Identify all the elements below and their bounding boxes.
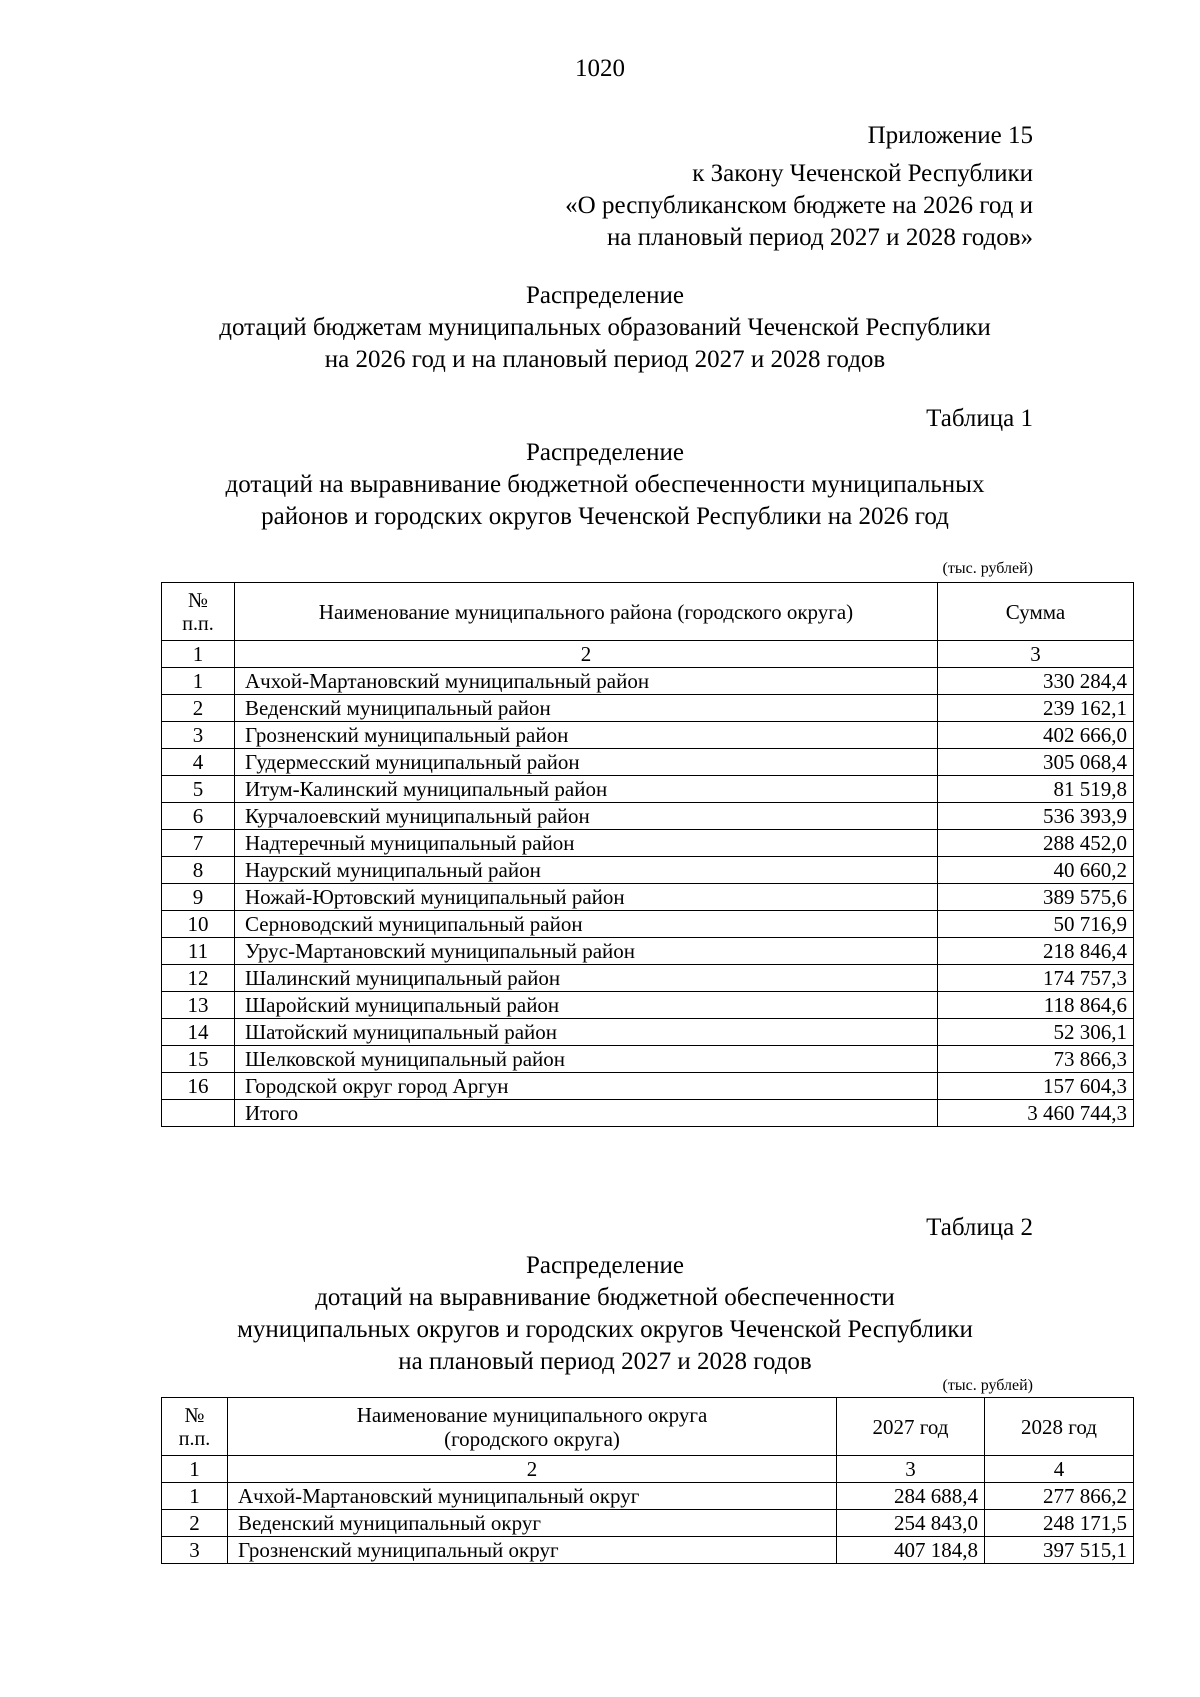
- row-number: 4: [162, 749, 235, 776]
- row-number: 13: [162, 992, 235, 1019]
- table-row: [162, 695, 1134, 722]
- row-number: 9: [162, 884, 235, 911]
- table2-header-name: [228, 1398, 837, 1456]
- row-name: Урус-Мартановский муниципальный район: [235, 938, 938, 965]
- table2-header-2027: 2027 год: [837, 1398, 985, 1456]
- row-number: 10: [162, 911, 235, 938]
- row-sum: 81 519,8: [938, 776, 1134, 803]
- table2-colnum: 4: [985, 1456, 1134, 1483]
- table-row: [162, 722, 1134, 749]
- table-row: [162, 1510, 1134, 1537]
- row-name: Курчалоевский муниципальный район: [235, 803, 938, 830]
- row-sum: 118 864,6: [938, 992, 1134, 1019]
- table2-label: Таблица 2: [926, 1214, 1033, 1241]
- table-row: [162, 938, 1134, 965]
- table1-colnum: 3: [938, 641, 1134, 668]
- table1-title-2: дотаций на выравнивание бюджетной обеспеченности муниципальных: [225, 471, 985, 498]
- table-row: [162, 911, 1134, 938]
- table2: [161, 1397, 1134, 1564]
- appendix-label: Приложение 15: [867, 122, 1033, 149]
- table1-title-3: районов и городских округов Чеченской Республики на 2026 год: [261, 503, 949, 530]
- row-sum: 305 068,4: [938, 749, 1134, 776]
- table2-header-name-line1: Наименование муниципального округа: [356, 1402, 708, 1427]
- row-2027: 407 184,8: [837, 1537, 985, 1564]
- total-label: Итого: [235, 1100, 938, 1127]
- row-2027: 254 843,0: [837, 1510, 985, 1537]
- row-sum: 50 716,9: [938, 911, 1134, 938]
- row-number: 2: [162, 695, 235, 722]
- appendix-line-1: к Закону Чеченской Республики: [692, 160, 1033, 187]
- table1-units: (тыс. рублей): [942, 560, 1033, 577]
- table1-header-sum: Сумма: [938, 583, 1134, 641]
- row-number: 6: [162, 803, 235, 830]
- row-number: 8: [162, 857, 235, 884]
- table2-header-number-line1: №: [184, 1402, 205, 1427]
- heading-line-1: Распределение: [526, 282, 684, 309]
- row-sum: 402 666,0: [938, 722, 1134, 749]
- table1-label: Таблица 1: [926, 405, 1033, 432]
- row-number: 1: [162, 668, 235, 695]
- table-row: [162, 1483, 1134, 1510]
- row-2028: 397 515,1: [985, 1537, 1134, 1564]
- table1-colnum: 2: [235, 641, 938, 668]
- row-name: Гудермесский муниципальный район: [235, 749, 938, 776]
- row-sum: 536 393,9: [938, 803, 1134, 830]
- table2-body: [162, 1483, 1134, 1564]
- table1-colnum: 1: [162, 641, 235, 668]
- table-row: [162, 1073, 1134, 1100]
- row-sum: 157 604,3: [938, 1073, 1134, 1100]
- total-sum: 3 460 744,3: [938, 1100, 1134, 1127]
- row-name: Наурский муниципальный район: [235, 857, 938, 884]
- table1-title-1: Распределение: [526, 439, 684, 466]
- table2-header-2028: 2028 год: [985, 1398, 1134, 1456]
- table-row: [162, 992, 1134, 1019]
- table2-title-2: дотаций на выравнивание бюджетной обеспеченности: [315, 1284, 895, 1311]
- row-sum: 330 284,4: [938, 668, 1134, 695]
- table1-header-name: Наименование муниципального района (городского округа): [235, 583, 938, 641]
- table1-body: [162, 668, 1134, 1127]
- row-number: 3: [162, 722, 235, 749]
- row-number: 12: [162, 965, 235, 992]
- table2-header-number-line2: п.п.: [178, 1427, 211, 1450]
- table1-header-number-line2: п.п.: [182, 612, 214, 635]
- row-name: Ножай-Юртовский муниципальный район: [235, 884, 938, 911]
- table2-colnum: 1: [162, 1456, 228, 1483]
- row-number: 14: [162, 1019, 235, 1046]
- row-number: 1: [162, 1483, 228, 1510]
- row-name: Надтеречный муниципальный район: [235, 830, 938, 857]
- table2-title-3: муниципальных округов и городских округов Чеченской Республики: [237, 1316, 973, 1343]
- row-number: 3: [162, 1537, 228, 1564]
- row-name: Городской округ город Аргун: [235, 1073, 938, 1100]
- table1-header-number: [162, 583, 235, 641]
- table-row: [162, 965, 1134, 992]
- row-sum: 73 866,3: [938, 1046, 1134, 1073]
- heading-line-3: на 2026 год и на плановый период 2027 и 2028 годов: [324, 346, 886, 373]
- row-name: Веденский муниципальный район: [235, 695, 938, 722]
- row-number: 11: [162, 938, 235, 965]
- table1-header-number-line1: №: [187, 587, 209, 612]
- row-number: 7: [162, 830, 235, 857]
- row-2028: 277 866,2: [985, 1483, 1134, 1510]
- table2-colnum: 3: [837, 1456, 985, 1483]
- row-sum: 389 575,6: [938, 884, 1134, 911]
- table-row: [162, 803, 1134, 830]
- row-number: 5: [162, 776, 235, 803]
- row-sum: 174 757,3: [938, 965, 1134, 992]
- table-row: [162, 749, 1134, 776]
- table-row: [162, 776, 1134, 803]
- row-name: Шаройский муниципальный район: [235, 992, 938, 1019]
- appendix-line-2: «О республиканском бюджете на 2026 год и: [565, 192, 1033, 219]
- row-name: Шелковской муниципальный район: [235, 1046, 938, 1073]
- table-row: [162, 857, 1134, 884]
- table-row: [162, 1046, 1134, 1073]
- row-sum: 40 660,2: [938, 857, 1134, 884]
- table-row: [162, 884, 1134, 911]
- row-name: Серноводский муниципальный район: [235, 911, 938, 938]
- row-name: Грозненский муниципальный район: [235, 722, 938, 749]
- row-sum: 288 452,0: [938, 830, 1134, 857]
- row-name: Веденский муниципальный округ: [228, 1510, 837, 1537]
- table2-colnum: 2: [228, 1456, 837, 1483]
- row-sum: 218 846,4: [938, 938, 1134, 965]
- table-row: [162, 830, 1134, 857]
- row-name: Ачхой-Мартановский муниципальный район: [235, 668, 938, 695]
- heading-line-2: дотаций бюджетам муниципальных образований Чеченской Республики: [219, 314, 991, 341]
- table2-title-4: на плановый период 2027 и 2028 годов: [398, 1348, 812, 1375]
- appendix-line-3: на плановый период 2027 и 2028 годов»: [607, 224, 1033, 251]
- row-sum: 52 306,1: [938, 1019, 1134, 1046]
- row-name: Ачхой-Мартановский муниципальный округ: [228, 1483, 837, 1510]
- row-name: Шалинский муниципальный район: [235, 965, 938, 992]
- total-number: [162, 1100, 235, 1127]
- row-2027: 284 688,4: [837, 1483, 985, 1510]
- row-name: Шатойский муниципальный район: [235, 1019, 938, 1046]
- row-number: 15: [162, 1046, 235, 1073]
- row-number: 2: [162, 1510, 228, 1537]
- table-row: [162, 668, 1134, 695]
- table2-units: (тыс. рублей): [942, 1377, 1033, 1394]
- table-row: [162, 1019, 1134, 1046]
- row-name: Итум-Калинский муниципальный район: [235, 776, 938, 803]
- table2-header-number: [162, 1398, 228, 1456]
- page-number: 1020: [575, 55, 625, 82]
- row-name: Грозненский муниципальный округ: [228, 1537, 837, 1564]
- table-row: [162, 1537, 1134, 1564]
- table2-title-1: Распределение: [526, 1252, 684, 1279]
- table2-header-name-line2: (городского округа): [444, 1426, 620, 1451]
- row-sum: 239 162,1: [938, 695, 1134, 722]
- row-2028: 248 171,5: [985, 1510, 1134, 1537]
- table-total-row: [162, 1100, 1134, 1127]
- row-number: 16: [162, 1073, 235, 1100]
- table1: [161, 582, 1134, 1127]
